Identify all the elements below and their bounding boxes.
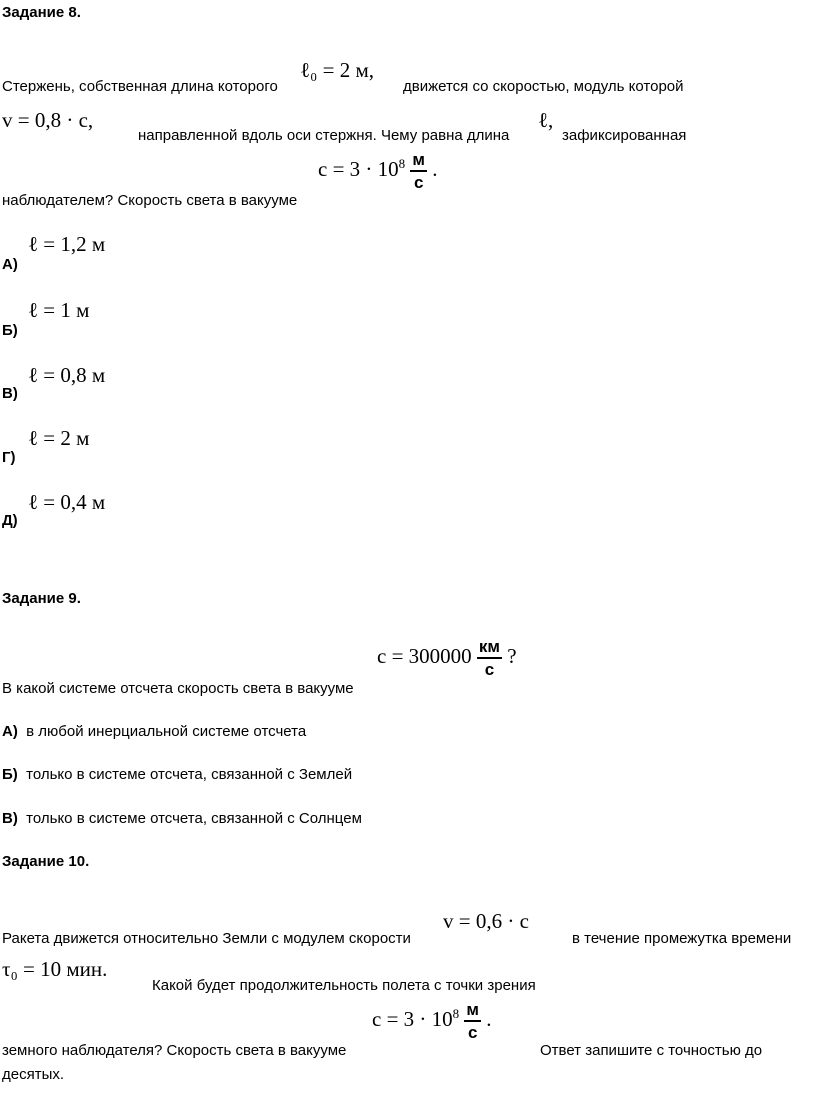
- task9-option-a: [2, 723, 306, 740]
- task8-title: Задание 8.: [2, 4, 81, 21]
- task8-option-d-label: Г): [2, 449, 16, 466]
- task10-c-exp: 8: [452, 1005, 460, 1021]
- task8-l-symbol: ℓ,: [538, 108, 554, 132]
- task10-text6: десятых.: [2, 1066, 65, 1083]
- task8-text3: направленной вдоль оси стержня. Чему равна длина: [138, 127, 510, 144]
- task8-option-d-formula: ℓ = 2 м: [28, 426, 90, 450]
- task9-title: Задание 9.: [2, 590, 81, 607]
- task10-text5: Ответ запишите с точностью до: [540, 1042, 763, 1059]
- task8-option-b-label: Б): [2, 322, 18, 339]
- task10-text3: Какой будет продолжительность полета с точки зрения: [152, 977, 536, 994]
- task9-formula: [377, 637, 517, 679]
- task10-c-prefix: c = 3 · 10: [372, 1006, 453, 1031]
- task8-option-a-label: А): [2, 256, 18, 273]
- task8-text5: наблюдателем? Скорость света в вакууме: [2, 192, 298, 209]
- task8-c-exp: 8: [398, 155, 406, 171]
- task8-c-suffix: .: [432, 156, 438, 181]
- task8-option-e-formula: ℓ = 0,4 м: [28, 490, 106, 514]
- task9-unit-den: с: [484, 660, 495, 679]
- task10-c-unit-den: с: [467, 1023, 478, 1042]
- task9-unit: [477, 637, 502, 679]
- task10-text2: в течение промежутка времени: [572, 930, 792, 947]
- task9-formula-suffix: ?: [507, 643, 517, 668]
- task10-text1: Ракета движется относительно Земли с модулем скорости: [2, 930, 411, 947]
- task8-option-c-formula: ℓ = 0,8 м: [28, 363, 106, 387]
- task8-c-formula: [318, 150, 438, 192]
- task9-option-b-text: только в системе отсчета, связанной с Землей: [26, 766, 353, 783]
- task10-c-formula: [372, 1000, 492, 1042]
- task10-v-formula: v = 0,6 · c: [443, 909, 529, 933]
- task8-text4: зафиксированная: [562, 127, 687, 144]
- task9-option-a-label: А): [2, 723, 18, 740]
- task8-c-unit-den: с: [413, 173, 424, 192]
- task9-option-b: [2, 766, 352, 783]
- task9-question: В какой системе отсчета скорость света в вакууме: [2, 680, 354, 697]
- task9-option-a-text: в любой инерциальной системе отсчета: [26, 723, 307, 740]
- task9-formula-prefix: c = 300000: [377, 643, 472, 668]
- task9-unit-num: км: [477, 637, 502, 659]
- task9-option-c: [2, 810, 362, 827]
- task8-c-unit: [410, 150, 427, 192]
- task10-c-suffix: .: [486, 1006, 492, 1031]
- task9-option-c-text: только в системе отсчета, связанной с Солнцем: [26, 810, 362, 827]
- task8-v-formula: v = 0,8 · c,: [2, 108, 94, 132]
- task10-c-unit: [464, 1000, 481, 1042]
- task8-c-unit-num: м: [410, 150, 427, 172]
- task8-l0-formula: ℓ₀ = 2 м,: [300, 58, 375, 82]
- task10-text4: земного наблюдателя? Скорость света в вакууме: [2, 1042, 347, 1059]
- task8-text1: Стержень, собственная длина которого: [2, 78, 278, 95]
- task8-option-a-formula: ℓ = 1,2 м: [28, 232, 106, 256]
- task10-title: Задание 10.: [2, 853, 90, 870]
- task8-option-c-label: В): [2, 385, 18, 402]
- task10-c-unit-num: м: [464, 1000, 481, 1022]
- task8-c-prefix: c = 3 · 10: [318, 156, 399, 181]
- task10-t-formula: τ₀ = 10 мин.: [2, 957, 108, 981]
- task8-option-b-formula: ℓ = 1 м: [28, 298, 90, 322]
- task8-option-e-label: Д): [2, 512, 18, 529]
- task9-option-c-label: В): [2, 810, 18, 827]
- task9-option-b-label: Б): [2, 766, 18, 783]
- task8-text2: движется со скоростью, модуль которой: [403, 78, 684, 95]
